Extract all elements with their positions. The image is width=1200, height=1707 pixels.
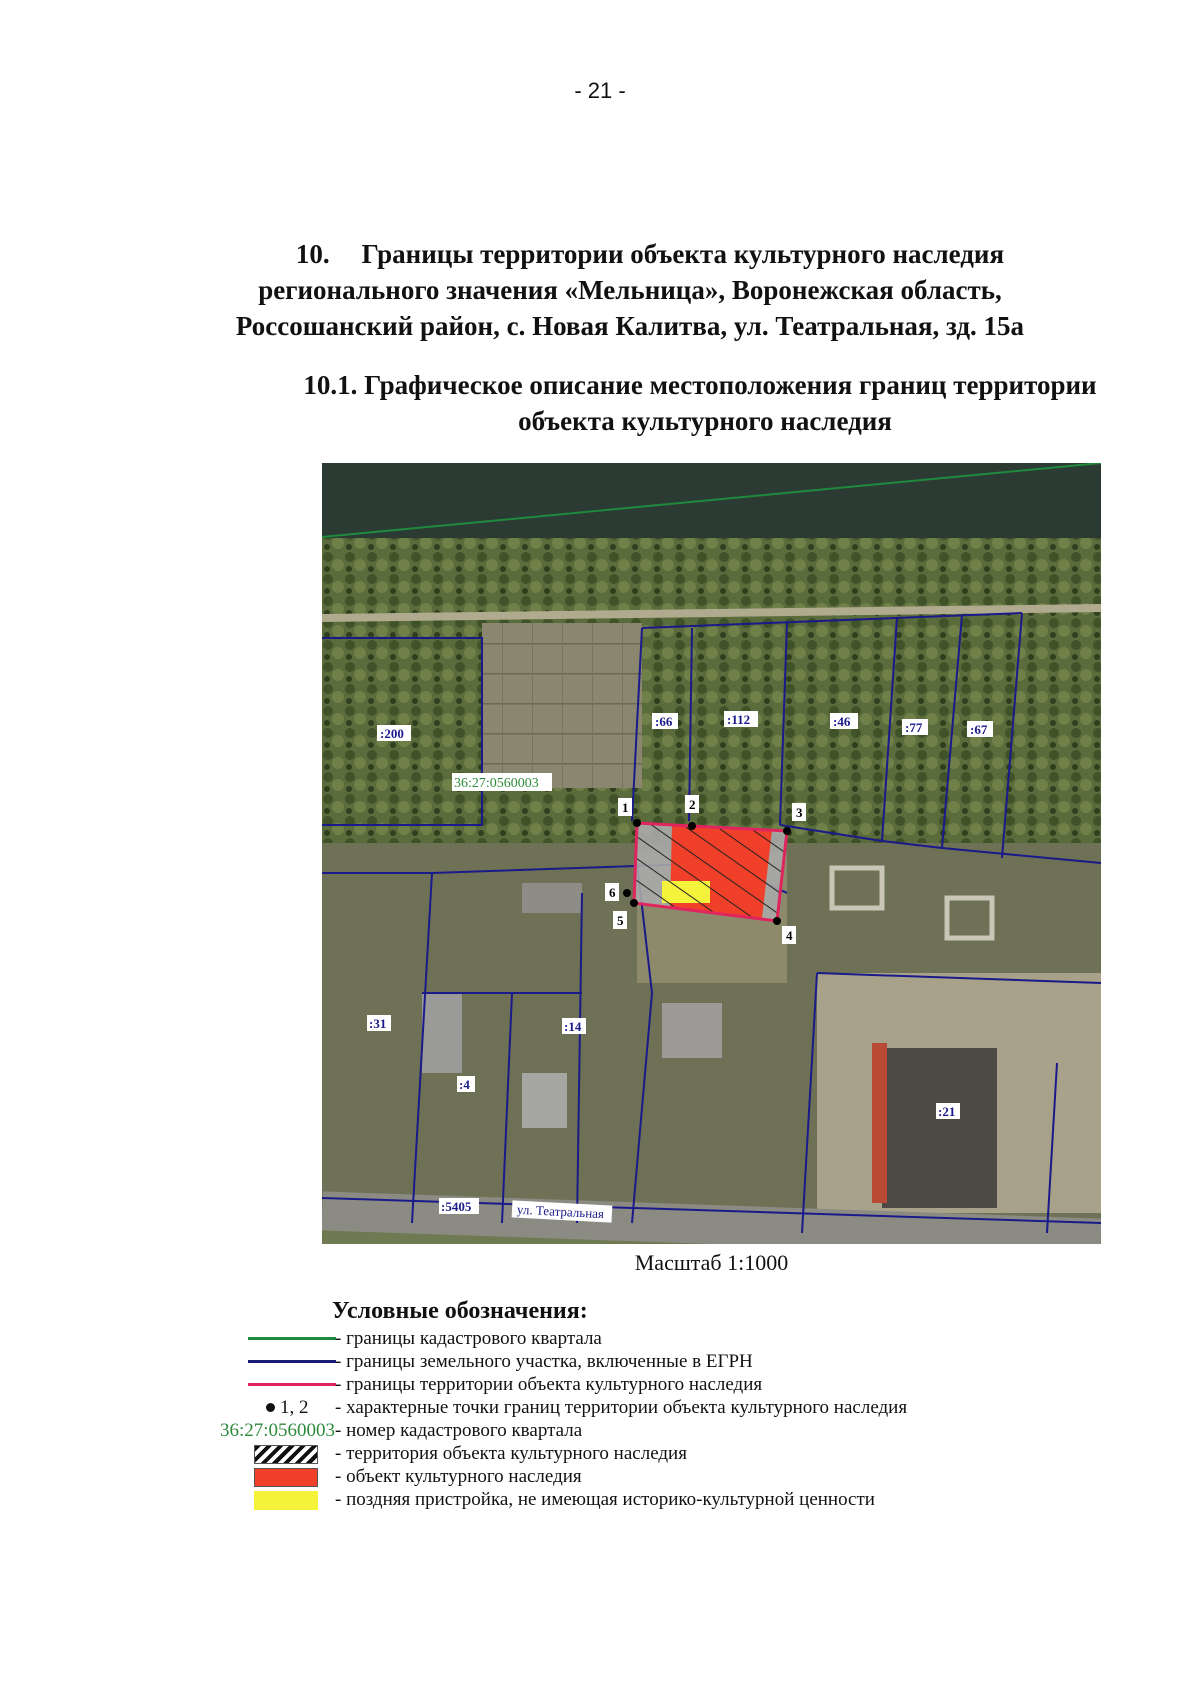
quarter-number-symbol: 36:27:0560003: [220, 1420, 336, 1441]
parcel-label-5405: :5405: [441, 1199, 472, 1214]
subsection-title-line-1: 10.1. Графическое описание местоположения границ территории: [303, 370, 1097, 400]
blue-line-symbol: [248, 1360, 336, 1363]
point-label-5: 5: [617, 913, 624, 928]
red-swatch: [254, 1468, 318, 1487]
point-label-4: 4: [786, 928, 793, 943]
subsection-title: [230, 367, 1170, 439]
parcel-label-112: :112: [727, 712, 751, 727]
house-1: [422, 993, 462, 1073]
parcel-label-67: :67: [970, 722, 988, 737]
legend-text: - границы кадастрового квартала: [335, 1328, 602, 1349]
school-building: [882, 1048, 997, 1208]
legend-text: - границы земельного участка, включенные в ЕГРН: [335, 1351, 753, 1372]
green-line-symbol: [248, 1337, 336, 1340]
point-label-1: 1: [622, 800, 629, 815]
subsection-title-line-2: объекта культурного наследия: [518, 406, 892, 436]
point-label-2: 2: [689, 797, 696, 812]
school-roof-edge: [872, 1043, 887, 1203]
parcel-label-200: :200: [380, 726, 404, 741]
yellow-swatch: [254, 1491, 318, 1510]
house-2: [522, 1073, 567, 1128]
point-label-6: 6: [609, 885, 616, 900]
parcel-label-14: :14: [564, 1019, 582, 1034]
page-number: - 21 -: [574, 78, 626, 103]
legend-item-heritage-object: [190, 1466, 1010, 1488]
hatch-swatch: [254, 1445, 318, 1464]
parcel-label-66: :66: [655, 714, 673, 729]
legend-text: - территория объекта культурного наследия: [335, 1443, 687, 1464]
legend-text: - характерные точки границ территории объекта культурного наследия: [335, 1397, 908, 1418]
legend-text: - поздняя пристройка, не имеющая историко-культурной ценности: [335, 1489, 875, 1510]
parcel-label-77: :77: [905, 720, 923, 735]
legend-text: - объект культурного наследия: [335, 1466, 582, 1487]
tree-belt: [322, 538, 1101, 608]
legend-item-heritage-territory: [190, 1443, 1010, 1465]
section-title: [140, 236, 1120, 344]
parcel-label-46: :46: [833, 714, 851, 729]
point-label-3: 3: [796, 805, 803, 820]
point-dot-icon: [266, 1403, 275, 1412]
plowed-field: [482, 623, 642, 788]
legend-item-parcel-boundary: [190, 1351, 1010, 1373]
house-4: [522, 883, 582, 913]
house-3: [662, 1003, 722, 1058]
legend-item-characteristic-points: [190, 1397, 1010, 1419]
pink-line-symbol: [248, 1383, 336, 1386]
parcel-label-4: :4: [459, 1077, 470, 1092]
parcel-label-31: :31: [369, 1016, 387, 1031]
cadastral-quarter-label: 36:27:0560003: [454, 776, 539, 791]
legend-item-quarter-number: [190, 1420, 1010, 1442]
legend-item-cadastral-boundary: [190, 1328, 1010, 1350]
cadastral-map: [322, 463, 1101, 1244]
legend-text: - номер кадастрового квартала: [335, 1420, 583, 1441]
section-number: 10.: [295, 239, 330, 269]
section-title-line-3: Россошанский район, с. Новая Калитва, ул. Театральная, зд. 15а: [235, 311, 1025, 341]
legend-item-late-annex: [190, 1489, 1010, 1511]
legend-text: - границы территории объекта культурного наследия: [335, 1374, 763, 1395]
parcel-label-21: :21: [938, 1104, 956, 1119]
legend-title: Условные обозначения:: [332, 1298, 588, 1324]
section-title-line-1: Границы территории объекта культурного наследия: [361, 239, 1005, 269]
map-scale: Масштаб 1:1000: [634, 1250, 789, 1275]
legend-item-heritage-boundary: [190, 1374, 1010, 1396]
point-label-example: 1, 2: [280, 1397, 309, 1418]
street-label: ул. Театральная: [516, 1201, 605, 1222]
section-title-line-2: регионального значения «Мельница», Воронежская область,: [258, 275, 1002, 305]
